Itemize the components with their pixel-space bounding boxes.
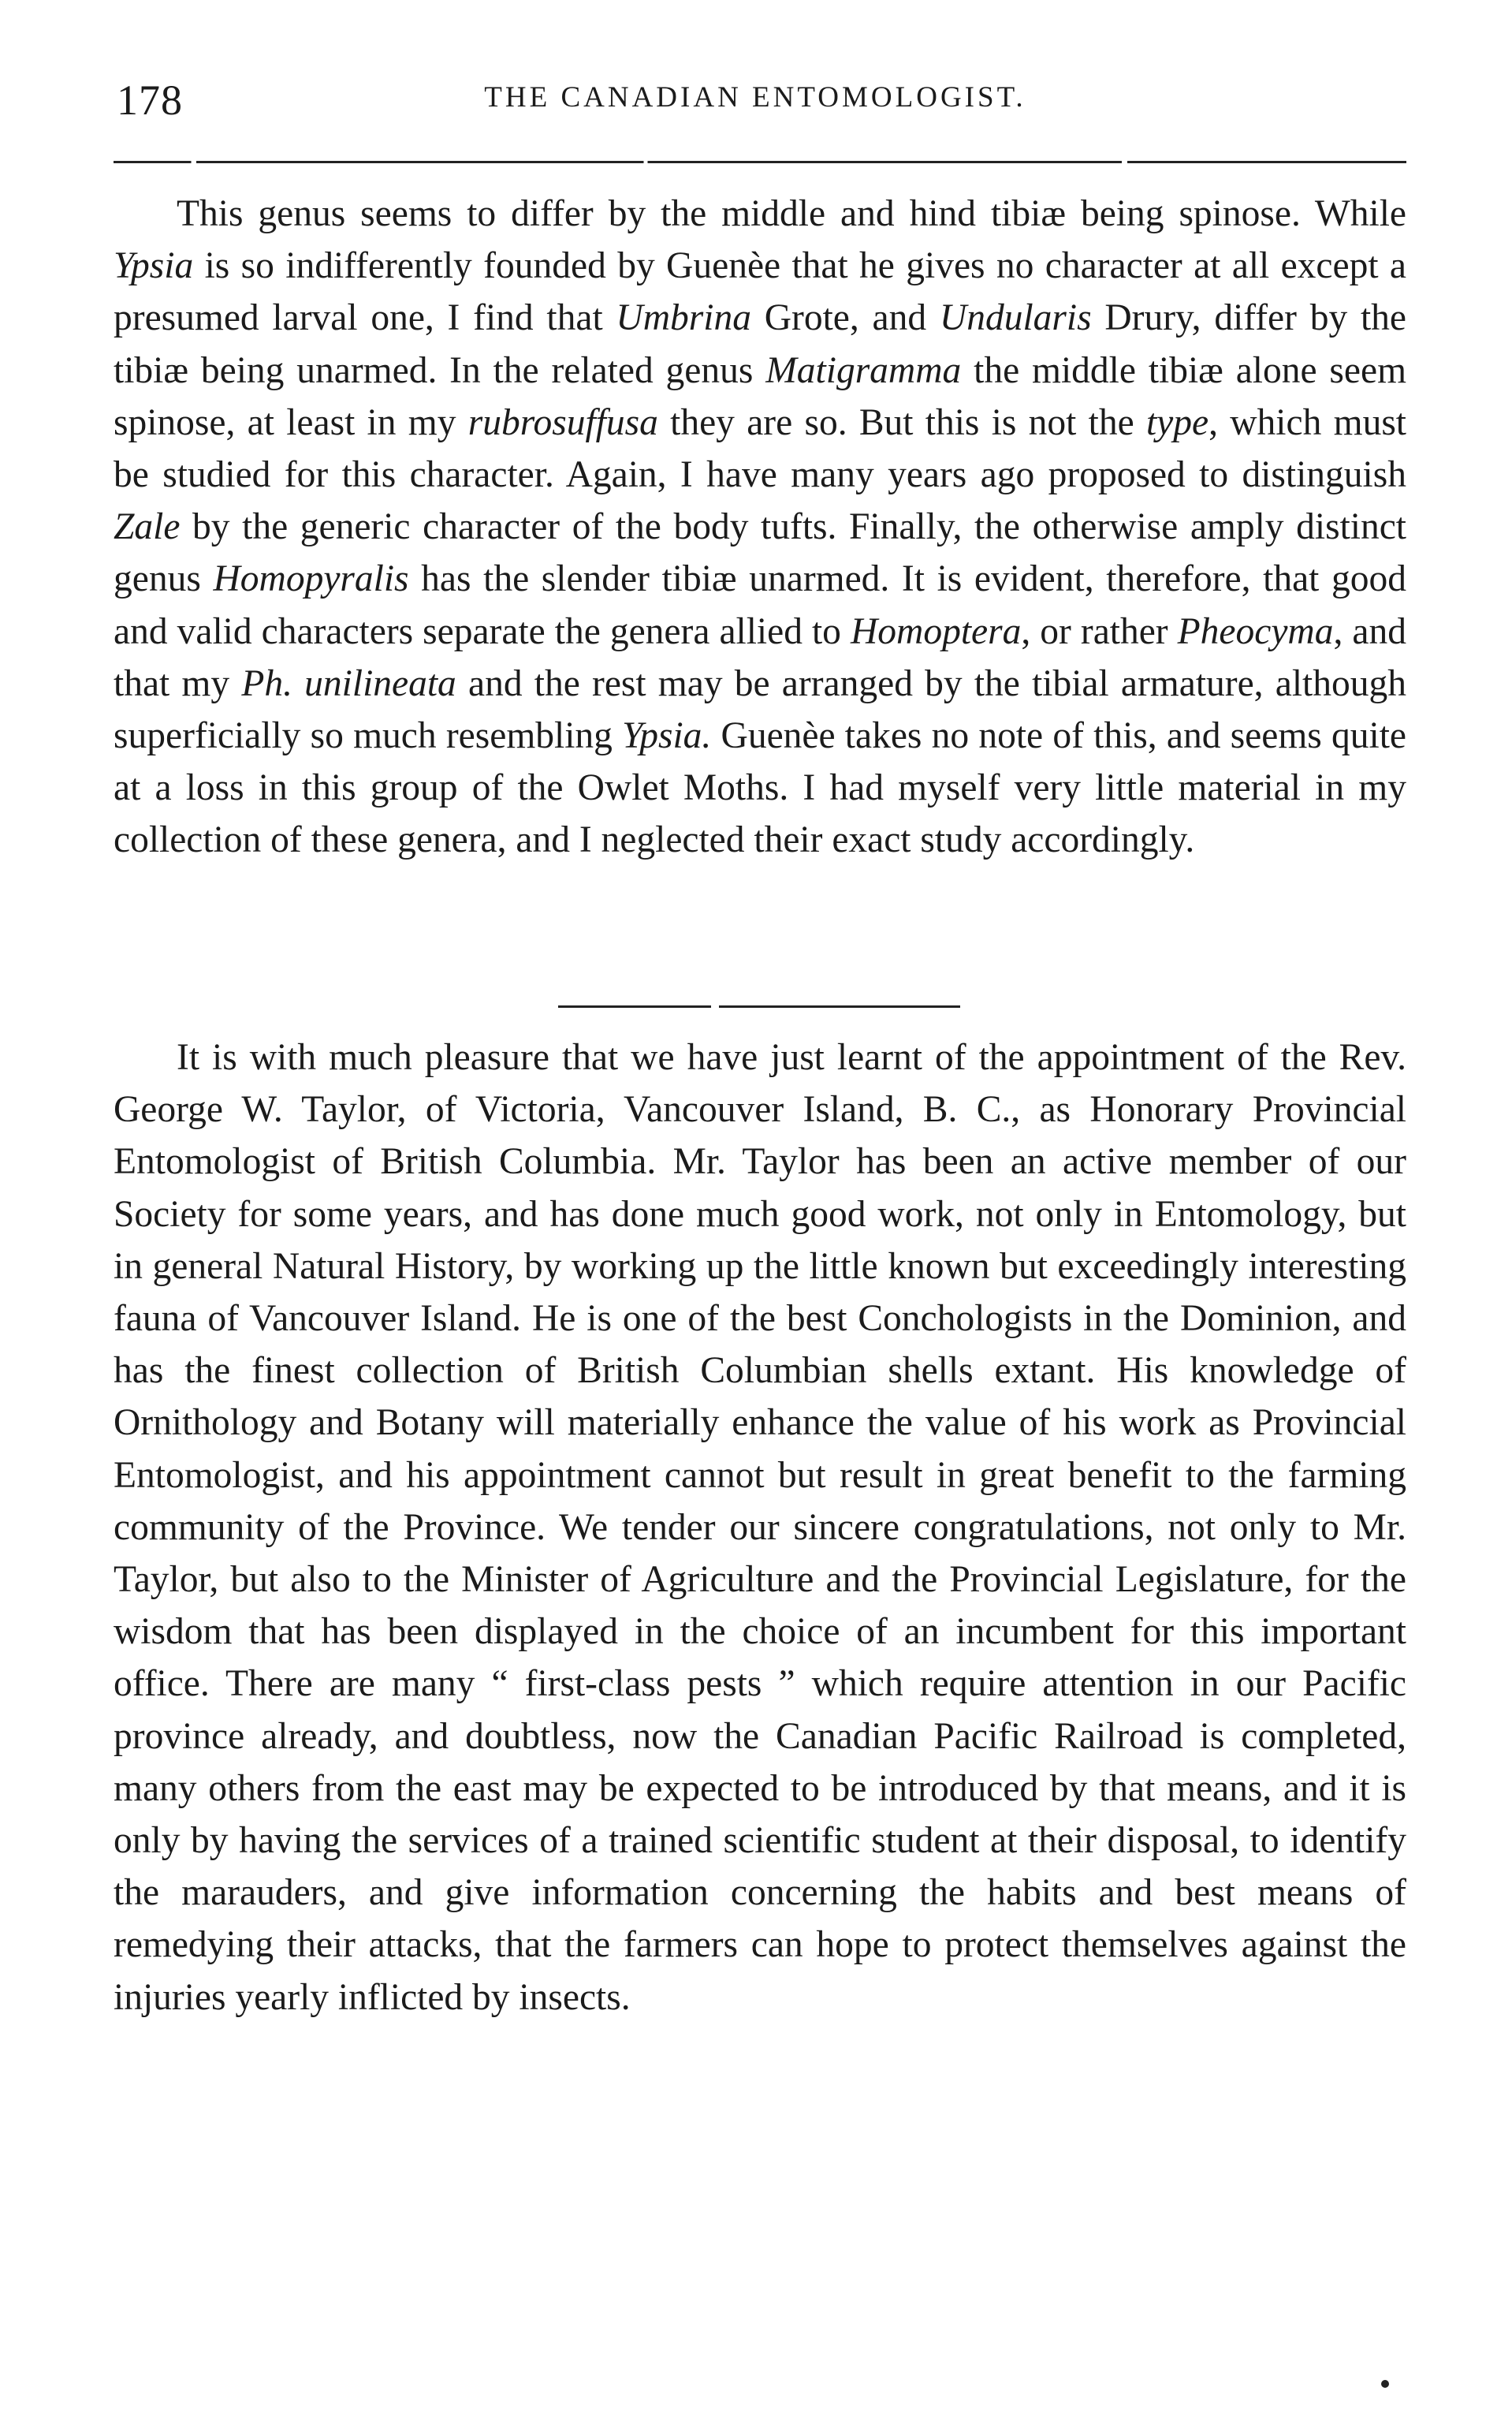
taxon-name: Undularis bbox=[939, 297, 1092, 339]
taxon-name: Zale bbox=[114, 506, 181, 548]
text-run: the middle tibiæ alone seem spinose, at least in my bbox=[114, 349, 1407, 443]
taxon-name: Ypsia bbox=[114, 245, 194, 287]
taxon-name: rubrosuffusa bbox=[467, 401, 658, 443]
text-run: Guenèe takes no note of this, and seems quite at a loss in this group of the Owlet Moths. I had myself very little material in my collection of these genera, and I neglected their exact study accordingly. bbox=[114, 715, 1406, 861]
text-run: and the rest may be arranged by the tibial armature, although superficially so much resembling bbox=[114, 662, 1406, 757]
text-run: Grote, and bbox=[750, 297, 940, 339]
section-divider bbox=[558, 1005, 960, 1008]
header-rule bbox=[114, 161, 1406, 163]
text-run: by the generic character of the body tufts. Finally, the otherwise amply distinct genus bbox=[114, 506, 1406, 600]
running-head bbox=[101, 69, 1410, 148]
text-run: they are so. But this is not the bbox=[657, 401, 1146, 443]
taxon-name: Umbrina bbox=[616, 297, 751, 339]
taxon-name: Ph. unilineata bbox=[241, 662, 456, 704]
paragraph-genus-notes bbox=[114, 188, 1406, 867]
text-run: is so indifferently founded by Guenèe that he gives no character at all except a presumed larval one, I find that bbox=[114, 245, 1406, 339]
text-run: Drury, differ by the tibiæ being unarmed. In the related genus bbox=[114, 297, 1407, 391]
print-speck bbox=[1381, 2380, 1389, 2388]
journal-title: THE CANADIAN ENTOMOLOGIST. bbox=[484, 81, 1026, 114]
taxon-name: Homoptera bbox=[850, 610, 1022, 652]
text-run: has the slender tibiæ unarmed. It is evident, therefore, that good and valid characters separate the genera allied to bbox=[114, 558, 1406, 652]
paragraph-taylor-appointment: It is with much pleasure that we have just learnt of the appointment of the Rev. George W. Taylor, of Victoria, Vancouver Island, B. C., as Honorary Provincial Entomologist of British Columbia. Mr. Taylor has been an active member of our Society for some years, and has done much good work, not only in Entomology, but in general Natural History, by working up the little known but exceedingly interesting fauna of Vancouver Island. He is one of the best Conchologists in the Dominion, and has the finest collection of British Columbian shells extant. His knowledge of Ornithology and Botany will materially enhance the value of his work as Provincial Entomologist, and his appointment cannot but result in great benefit to the farming community of the Province. We tender our sincere congratulations, not only to Mr. Taylor, but also to the Minister of Agriculture and the Provincial Legislature, for the wisdom that has been displayed in the choice of an incumbent for this important office. There are many “ first-class pests ” which require attention in our Pacific province already, and doubtless, now the Canadian Pacific Railroad is completed, many others from the east may be expected to be introduced by that means, and it is only by having the services of a trained scientific student at their disposal, to identify the marauders, and give information concerning the habits and best means of remedying their attacks, that the farmers can hope to protect themselves against the injuries yearly inflicted by insects. bbox=[114, 1037, 1406, 2018]
taxon-name: Matigramma bbox=[765, 349, 962, 391]
page-number: 178 bbox=[117, 76, 183, 124]
taxon-name: Ypsia. bbox=[622, 715, 712, 757]
text-run: , and that my bbox=[114, 610, 1406, 704]
text-run: This genus seems to differ by the middle and hind tibiæ being spinose. While bbox=[177, 193, 1406, 234]
taxon-name: Homopyralis bbox=[213, 558, 409, 600]
emphasis: type bbox=[1145, 401, 1209, 443]
text-run: , which must be studied for this character. Again, I have many years ago proposed to distinguish bbox=[114, 401, 1407, 496]
text-run: , or rather bbox=[1021, 610, 1178, 652]
taxon-name: Pheocyma bbox=[1177, 610, 1334, 652]
